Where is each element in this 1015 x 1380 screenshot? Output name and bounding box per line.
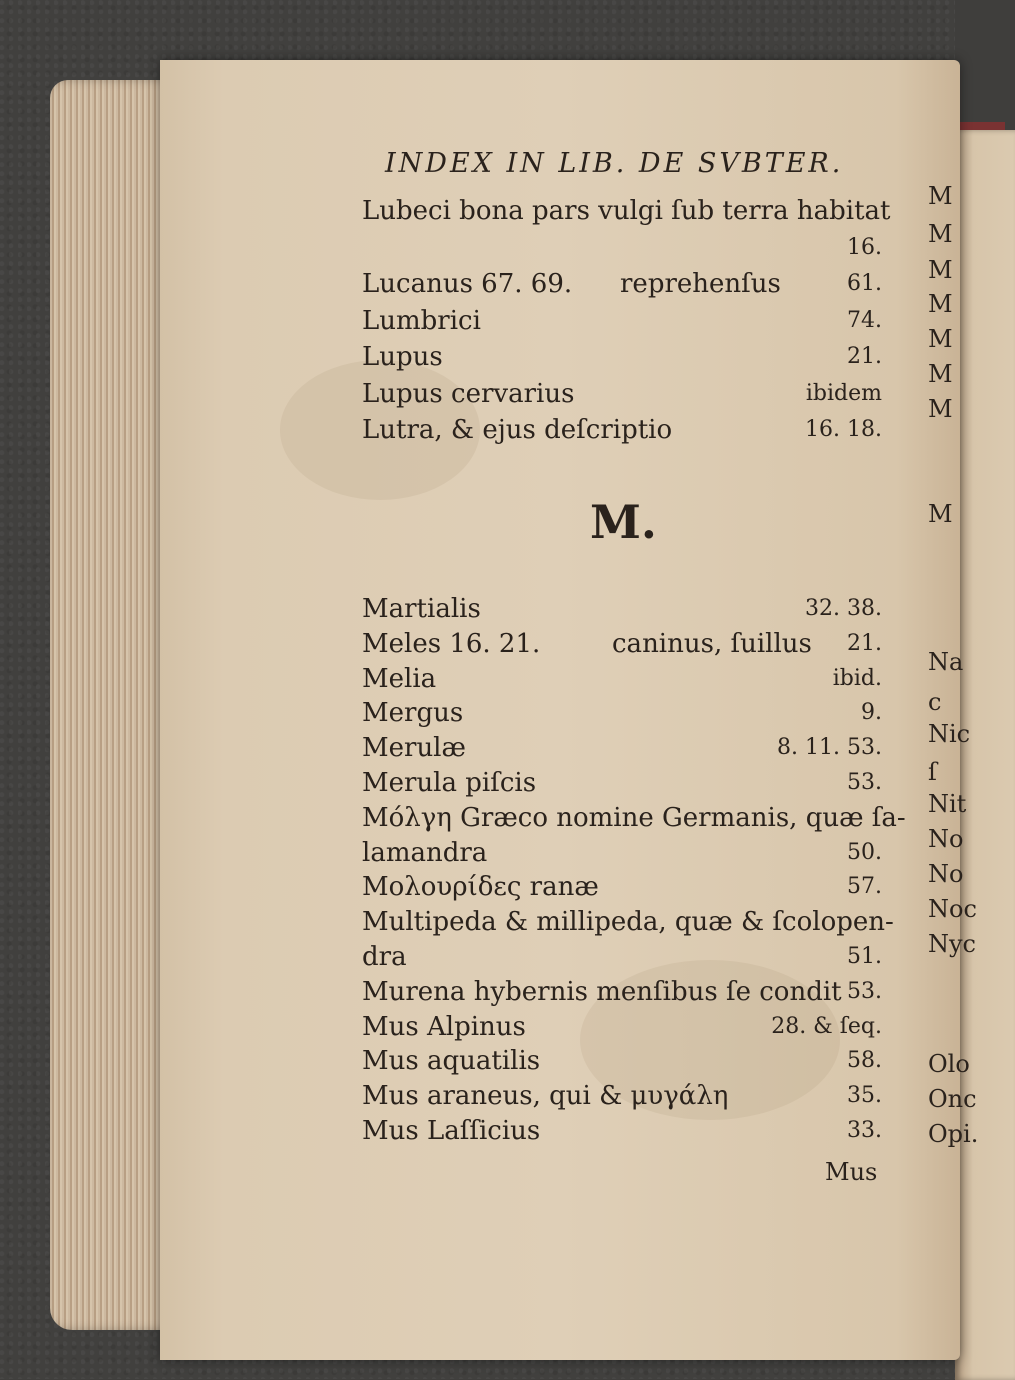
index-entry (362, 1112, 882, 1150)
margin-fragment: M (928, 290, 953, 318)
index-entry (362, 338, 882, 376)
entry-term: Mus Laſſicius (362, 1116, 541, 1146)
entry-term: Merula piſcis (362, 768, 537, 798)
catchword: Mus (825, 1158, 878, 1186)
entry-term: Μόλγη Græco nomine Germanis, quæ ſa- (362, 802, 906, 833)
entry-page-ref: ibidem (805, 380, 882, 406)
entry-page-ref: 51. (847, 944, 882, 969)
index-entry (362, 660, 882, 698)
margin-fragment: M (928, 360, 953, 388)
margin-fragment: No (928, 825, 964, 853)
entry-term: Lucanus 67. 69. (362, 269, 573, 299)
index-entry (362, 973, 882, 1011)
margin-fragment: Nyc (928, 930, 976, 958)
entry-page-ref: 32. 38. (805, 596, 882, 621)
entry-term: Lumbrici (362, 305, 481, 336)
index-entry (362, 799, 906, 837)
index-entry (362, 694, 882, 732)
entry-term: Mergus (362, 698, 464, 729)
index-entry (362, 764, 882, 802)
index-entry (362, 375, 882, 413)
entry-term: Mus araneus, qui & μυγάλη (362, 1081, 729, 1112)
index-entry (362, 903, 894, 941)
margin-fragment: Nic (928, 720, 971, 748)
entry-page-ref: 21. (847, 630, 882, 656)
margin-fragment: Olo (928, 1050, 970, 1078)
margin-fragment: M (928, 182, 953, 210)
index-entry (362, 868, 882, 906)
entry-term: Murena hybernis menſibus ſe condit (362, 976, 842, 1007)
entry-page-ref: 53. (847, 770, 882, 795)
index-entry (362, 192, 891, 230)
entry-page-ref: 35. (847, 1083, 882, 1109)
index-entry (362, 1042, 882, 1080)
entry-term: Melia (362, 663, 437, 694)
entry-term: Lupus (362, 342, 443, 372)
entry-page-ref: 57. (847, 874, 882, 900)
margin-fragment: Noc (928, 895, 977, 923)
margin-fragment: M (928, 325, 953, 353)
margin-fragment: M (928, 256, 953, 284)
entry-term: Lutra, & ejus deſcriptio (362, 415, 673, 445)
entry-page-ref: 58. (847, 1048, 882, 1074)
index-entry (362, 229, 882, 267)
entry-term: Lubeci bona pars vulgi ſub terra habitat (362, 196, 891, 226)
entry-page-ref: 53. (847, 978, 882, 1004)
margin-fragment: Opi. (928, 1120, 979, 1148)
margin-fragment: Onc (928, 1085, 977, 1113)
entry-term: Mus Alpinus (362, 1011, 526, 1042)
entry-term: Meles 16. 21. (362, 628, 541, 659)
entry-page-ref: 16. 18. (805, 417, 882, 442)
entry-note: reprehenſus (620, 269, 781, 299)
margin-fragment: Na (928, 648, 964, 676)
margin-fragment: ſ (928, 758, 937, 786)
entry-page-ref: 8. 11. 53. (777, 735, 882, 761)
entry-page-ref: ibid. (832, 665, 882, 691)
entry-page-ref: 74. (847, 307, 882, 333)
entry-page-ref: 9. (861, 700, 882, 726)
entry-term: Μολουρίδες ranæ (362, 872, 599, 903)
margin-fragment: M (928, 500, 953, 528)
index-entry (362, 590, 882, 628)
facing-page (955, 130, 1015, 1380)
index-entry (362, 302, 882, 340)
entry-page-ref: 61. (847, 271, 882, 296)
index-entry (362, 729, 882, 767)
margin-fragment: c (928, 688, 942, 716)
entry-term: dra (362, 942, 407, 972)
index-entry (362, 1008, 882, 1046)
margin-fragment: M (928, 395, 953, 423)
entry-page-ref: 28. & ſeq. (771, 1013, 882, 1039)
entry-page-ref: 50. (847, 839, 882, 865)
margin-fragment: No (928, 860, 964, 888)
entry-term: Merulæ (362, 733, 466, 764)
entry-term: Mus aquatilis (362, 1046, 541, 1077)
index-entry (362, 1077, 882, 1115)
entry-page-ref: 21. (847, 344, 882, 369)
section-letter: M. (590, 495, 657, 549)
entry-term: Martialis (362, 594, 481, 624)
index-entry (362, 411, 882, 449)
entry-page-ref: 16. (847, 234, 882, 260)
entry-page-ref: 33. (847, 1118, 882, 1143)
margin-fragment: Nit (928, 790, 967, 818)
index-entry (362, 938, 882, 976)
index-entry (362, 625, 882, 663)
margin-fragment: M (928, 220, 953, 248)
entry-term: lamandra (362, 837, 488, 868)
index-entry (362, 265, 882, 303)
entry-note: caninus, ſuillus (612, 628, 812, 659)
entry-term: Lupus cervarius (362, 378, 575, 409)
entry-term: Multipeda & millipeda, quæ & ſcolopen- (362, 907, 894, 938)
index-entry (362, 834, 882, 872)
page-header: INDEX IN LIB. DE SVBTER. (385, 148, 844, 179)
